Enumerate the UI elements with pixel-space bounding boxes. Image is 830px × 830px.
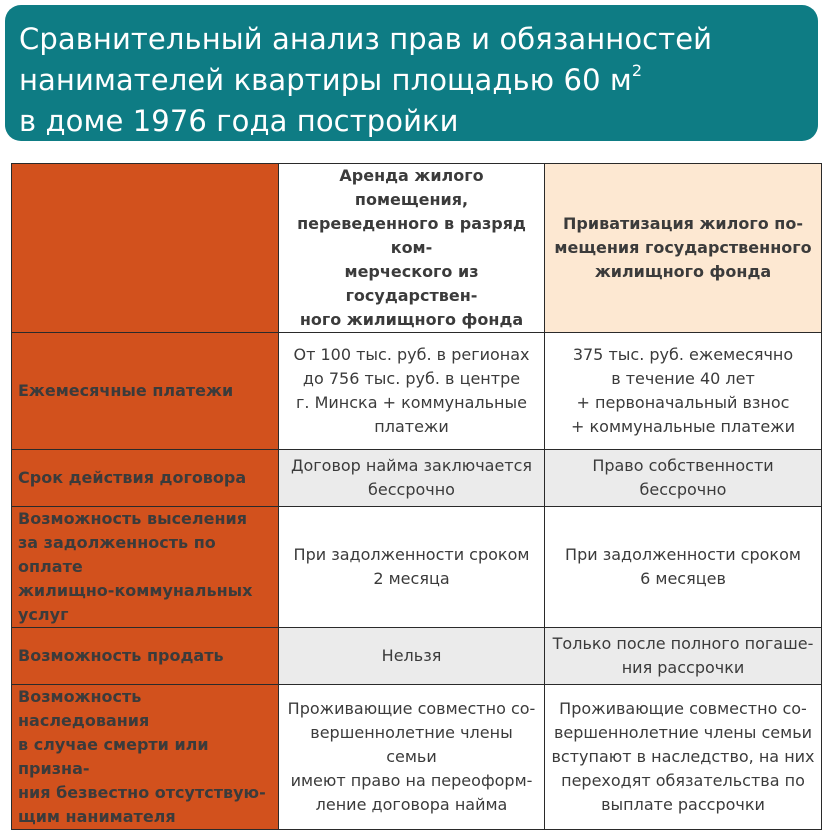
header-rent: Аренда жилого помещения, переведенного в разряд ком- мерческого из государствен- ного жилищного фонда — [279, 164, 545, 333]
cell-eviction-rent: При задолженности сроком 2 месяца — [279, 507, 545, 628]
title-line-2 — [19, 60, 818, 101]
cell-eviction-privatization: При задолженности сроком 6 месяцев — [545, 507, 822, 628]
table-row — [12, 450, 822, 507]
title-line-2-text: нанимателей квартиры площадью 60 м — [19, 63, 632, 97]
row-label-eviction: Возможность выселения за задолженность по оплате жилищно-коммунальных услуг — [12, 507, 279, 628]
row-label-inheritance: Возможность наследования в случае смерти или призна- ния безвестно отсутствую- щим нанимателя — [12, 685, 279, 830]
row-label-sale: Возможность продать — [12, 628, 279, 685]
header-privatization: Приватизация жилого по- мещения государственного жилищного фонда — [545, 164, 822, 333]
title-line-1: Сравнительный анализ прав и обязанностей — [19, 22, 713, 56]
title-banner — [5, 5, 818, 141]
cell-payments-privatization: 375 тыс. руб. ежемесячно в течение 40 лет + первоначальный взнос + коммунальные платежи — [545, 333, 822, 450]
table-row — [12, 507, 822, 628]
header-corner-cell — [12, 164, 279, 333]
cell-inheritance-rent: Проживающие совместно со- вершеннолетние члены семьи имеют право на переоформ- ление договора найма — [279, 685, 545, 830]
cell-sale-rent: Нельзя — [279, 628, 545, 685]
row-label-term: Срок действия договора — [12, 450, 279, 507]
table-row — [12, 333, 822, 450]
title-superscript: 2 — [631, 61, 643, 80]
table-row — [12, 685, 822, 830]
cell-sale-privatization: Только после полного погаше- ния рассрочки — [545, 628, 822, 685]
cell-term-rent: Договор найма заключается бессрочно — [279, 450, 545, 507]
comparison-table — [11, 163, 822, 830]
table-header-row — [12, 164, 822, 333]
cell-inheritance-privatization: Проживающие совместно со- вершеннолетние члены семьи вступают в наследство, на них переходят обязательства по выплате рассрочки — [545, 685, 822, 830]
cell-term-privatization: Право собственности бессрочно — [545, 450, 822, 507]
title-line-3: в доме 1976 года постройки — [19, 104, 459, 138]
row-label-payments: Ежемесячные платежи — [12, 333, 279, 450]
cell-payments-rent: От 100 тыс. руб. в регионах до 756 тыс. руб. в центре г. Минска + коммунальные платежи — [279, 333, 545, 450]
table-row — [12, 628, 822, 685]
